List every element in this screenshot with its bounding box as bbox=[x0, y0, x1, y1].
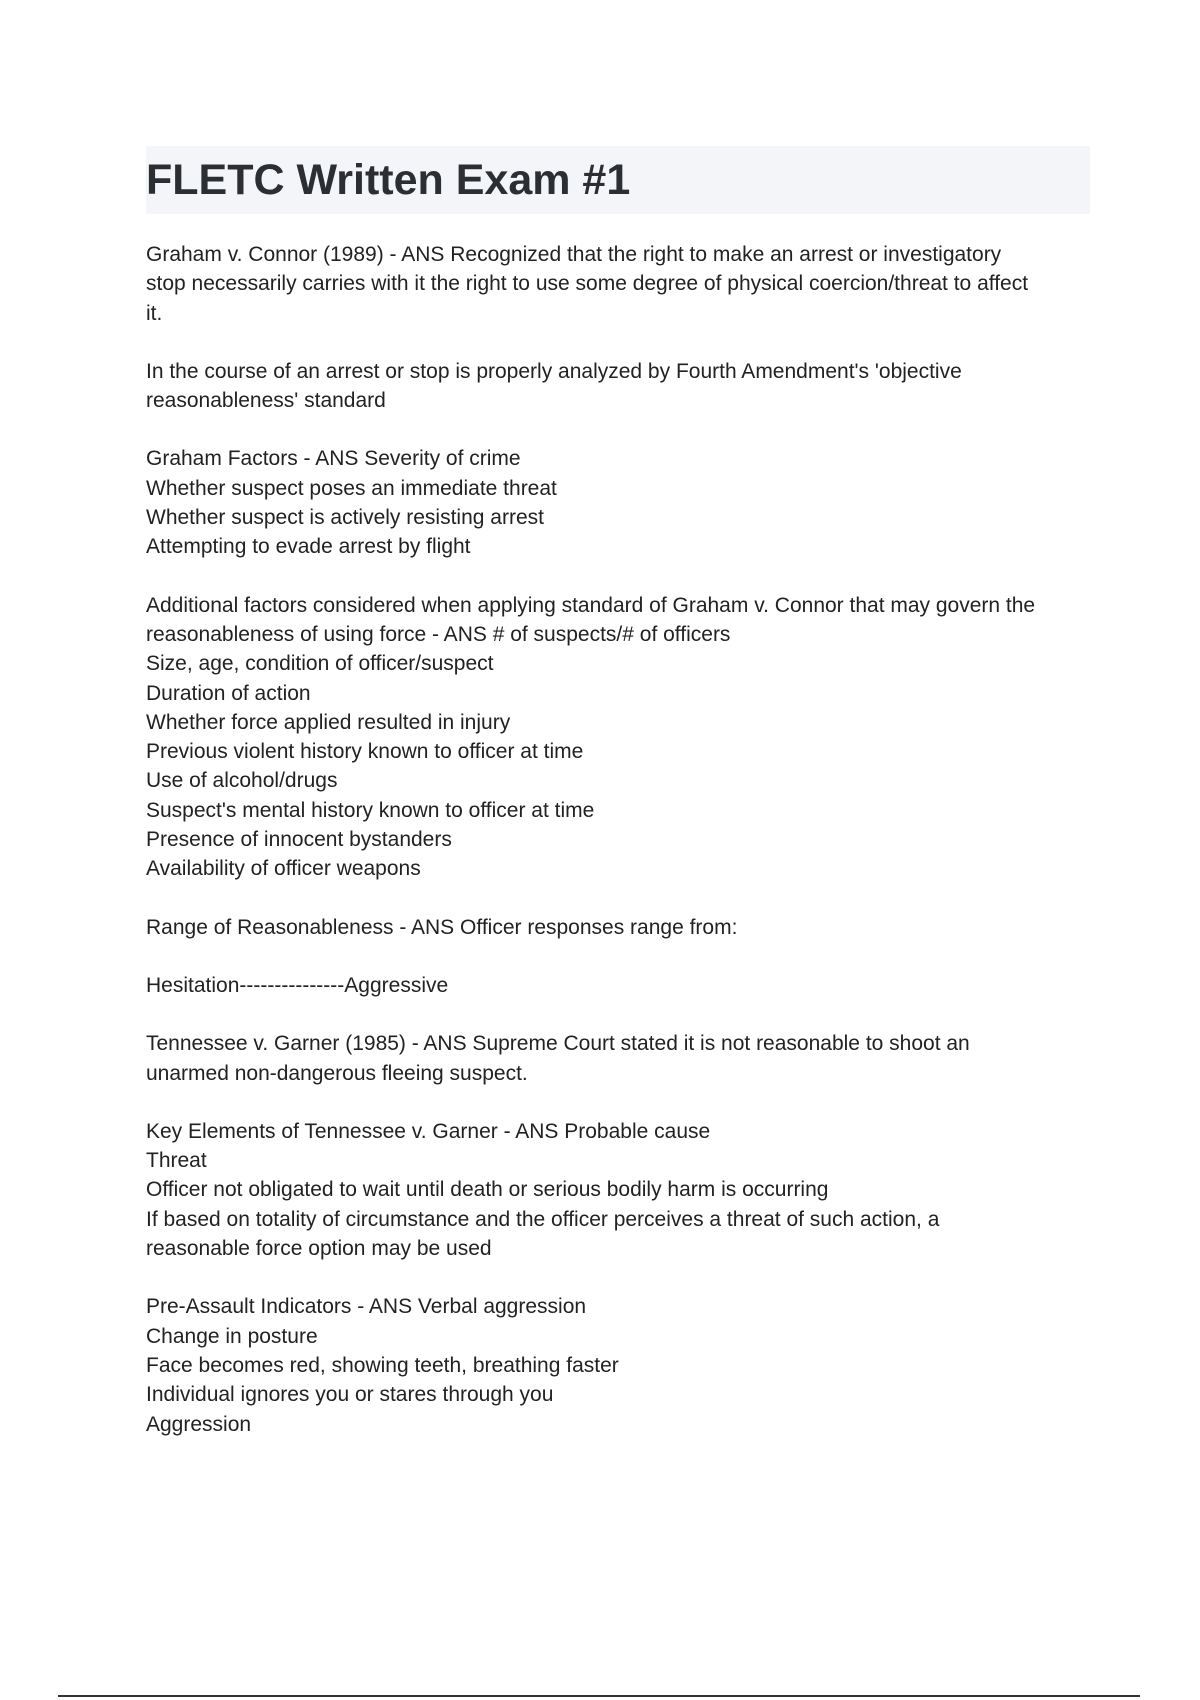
page-title: FLETC Written Exam #1 bbox=[146, 155, 631, 204]
entry-heading-line: Graham v. Connor (1989) - ANS Recognized that the right to make an arrest or investigatory bbox=[146, 243, 1002, 266]
footer-divider bbox=[58, 1695, 1140, 1697]
entry-heading-line: Key Elements of Tennessee v. Garner - ANS Probable cause bbox=[146, 1119, 711, 1143]
entry-heading-line: In the course of an arrest or stop is properly analyzed by Fourth Amendment's 'objective bbox=[146, 359, 962, 383]
entry-heading-line: Graham Factors - ANS Severity of crime bbox=[146, 447, 521, 471]
entry-text-line: Aggression bbox=[146, 1412, 252, 1436]
qa-entry bbox=[146, 240, 1090, 328]
entry-text-line: If based on totality of circumstance and the officer perceives a threat of such action, a bbox=[146, 1207, 940, 1231]
qa-entry bbox=[146, 444, 1090, 561]
entry-heading-line: Hesitation---------------Aggressive bbox=[146, 973, 449, 997]
entry-text-line: Whether suspect is actively resisting arrest bbox=[146, 506, 544, 530]
entry-text-line: Availability of officer weapons bbox=[146, 857, 421, 881]
qa-entry bbox=[146, 913, 1090, 942]
entry-text-line: Change in posture bbox=[146, 1324, 318, 1348]
entry-heading-line: Additional factors considered when applying standard of Graham v. Connor that may govern the bbox=[146, 593, 1036, 617]
entry-heading-line: Range of Reasonableness - ANS Officer responses range from: bbox=[146, 915, 738, 939]
entry-text-line: Size, age, condition of officer/suspect bbox=[146, 652, 494, 676]
entry-text-line: stop necessarily carries with it the right to use some degree of physical coercion/threat to affect bbox=[146, 272, 1029, 296]
qa-entry bbox=[146, 971, 1090, 1000]
title-banner bbox=[146, 146, 1090, 214]
entry-text-line: Presence of innocent bystanders bbox=[146, 828, 452, 852]
entry-text-line: reasonableness' standard bbox=[146, 389, 386, 413]
qa-entry bbox=[146, 357, 1090, 416]
entry-text-line: Use of alcohol/drugs bbox=[146, 769, 338, 793]
document-body bbox=[146, 240, 1090, 1439]
entry-text-line: Whether suspect poses an immediate threat bbox=[146, 476, 557, 500]
entry-text-line: Individual ignores you or stares through you bbox=[146, 1383, 554, 1407]
qa-entry bbox=[146, 1029, 1090, 1088]
qa-entry bbox=[146, 1117, 1090, 1263]
entry-text-line: Officer not obligated to wait until death or serious bodily harm is occurring bbox=[146, 1178, 829, 1202]
entry-text-line: Threat bbox=[146, 1149, 207, 1173]
entry-text-line: unarmed non-dangerous fleeing suspect. bbox=[146, 1061, 528, 1085]
entry-text-line: Duration of action bbox=[146, 681, 311, 705]
qa-entry bbox=[146, 591, 1090, 884]
entry-text-line: Previous violent history known to officer at time bbox=[146, 740, 584, 764]
entry-text-line: Suspect's mental history known to officer at time bbox=[146, 798, 595, 822]
entry-text-line: it. bbox=[146, 301, 163, 325]
entry-text-line: Attempting to evade arrest by flight bbox=[146, 535, 471, 559]
qa-entry bbox=[146, 1292, 1090, 1438]
entry-text-line: Face becomes red, showing teeth, breathing faster bbox=[146, 1353, 619, 1377]
entry-heading-line: Tennessee v. Garner (1985) - ANS Supreme Court stated it is not reasonable to shoot an bbox=[146, 1032, 970, 1056]
entry-heading-line: Pre-Assault Indicators - ANS Verbal aggression bbox=[146, 1295, 587, 1319]
entry-text-line: reasonableness of using force - ANS # of suspects/# of officers bbox=[146, 622, 731, 646]
document-page bbox=[146, 146, 1090, 1468]
entry-text-line: Whether force applied resulted in injury bbox=[146, 710, 511, 734]
entry-text-line: reasonable force option may be used bbox=[146, 1237, 492, 1261]
